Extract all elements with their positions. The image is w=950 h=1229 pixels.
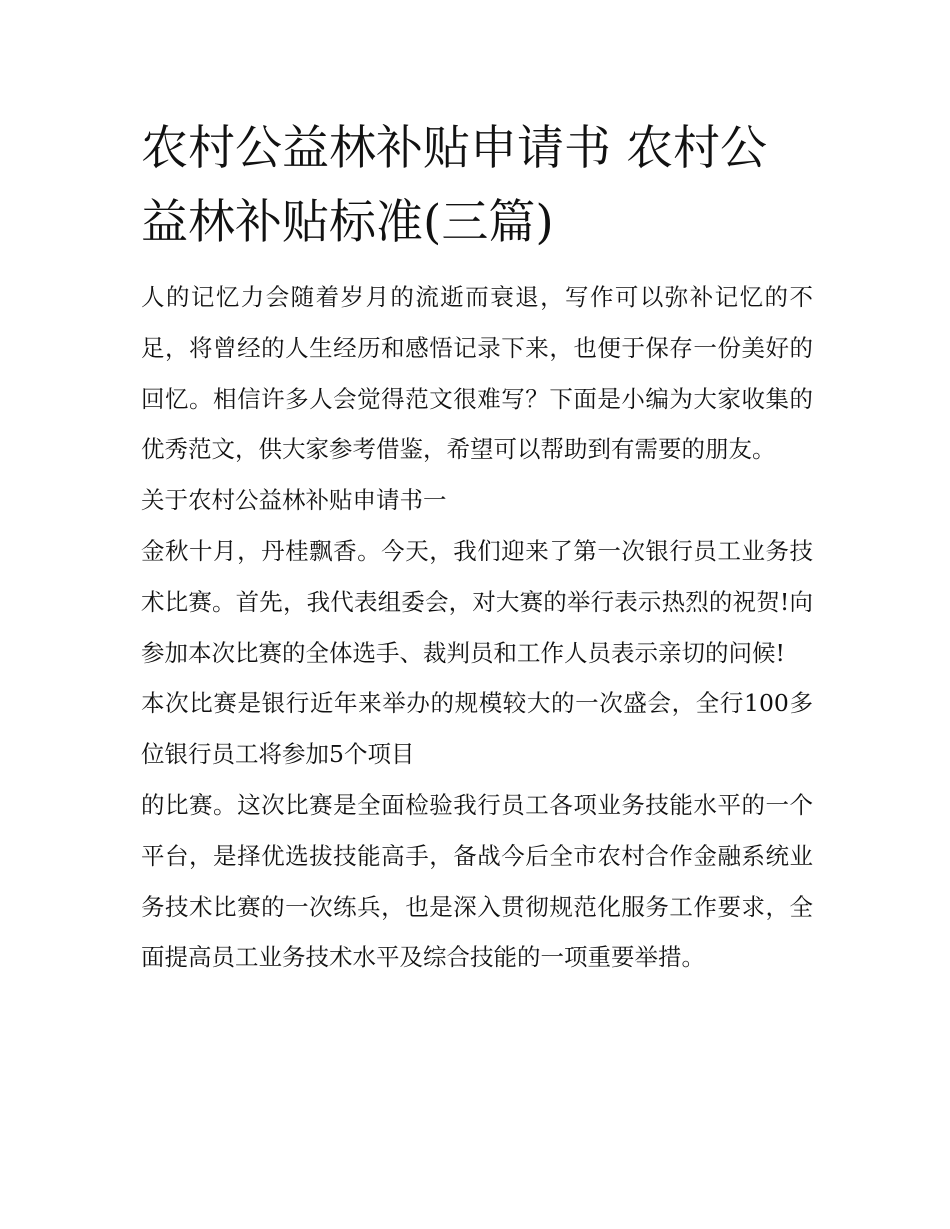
body-paragraph-3: 的比赛。这次比赛是全面检验我行员工各项业务技能水平的一个平台，是择优选拔技能高手，备战今后全市农村合作金融系统业务技术比赛的一次练兵，也是深入贯彻规范化服务工作要求，全面提高员工业务技术水平及综合技能的一项重要举措。 bbox=[141, 790, 813, 972]
title-spacer bbox=[141, 260, 813, 272]
section-heading: 关于农村公益林补贴申请书一 bbox=[141, 486, 447, 515]
body-paragraph-1: 金秋十月，丹桂飘香。今天，我们迎来了第一次银行员工业务技术比赛。首先，我代表组委会，对大赛的举行表示热烈的祝贺!向参加本次比赛的全体选手、裁判员和工作人员表示亲切的问候! bbox=[141, 536, 813, 667]
document-title: 农村公益林补贴申请书 农村公益林补贴标准(三篇) bbox=[141, 121, 767, 250]
document-page bbox=[141, 112, 813, 983]
intro-paragraph: 人的记忆力会随着岁月的流逝而衰退，写作可以弥补记忆的不足，将曾经的人生经历和感悟记录下来，也便于保存一份美好的回忆。相信许多人会觉得范文很难写？下面是小编为大家收集的优秀范文，供大家参考借鉴，希望可以帮助到有需要的朋友。 bbox=[141, 283, 813, 464]
body-paragraph-2: 本次比赛是银行近年来举办的规模较大的一次盛会，全行100多位银行员工将参加5个项目 bbox=[141, 689, 813, 769]
